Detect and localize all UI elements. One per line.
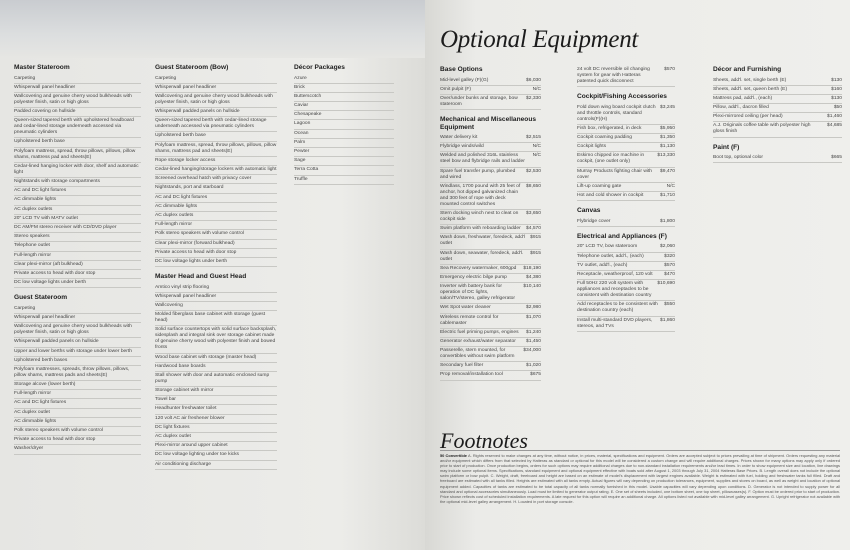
sky-photo-strip (0, 0, 425, 58)
option-name: Murray Products fighting chair with cover (577, 168, 653, 180)
option-price: $1,450 (526, 338, 541, 344)
section-heading: Guest Stateroom (Bow) (155, 64, 229, 71)
list-item: AC dimmable lights (155, 203, 277, 212)
section (440, 66, 541, 110)
list-item: AC and DC light fixtures (14, 187, 141, 196)
list-item: Washer/dryer (14, 445, 141, 454)
list-item: Polyfoam mattresses, spreads, throw pillows, pillows, pillow shams, mattress pads and sheets(E) (14, 366, 141, 381)
list-item: Carpeting (155, 75, 277, 84)
list-item: Upper and lower berths with storage under lower berth (14, 348, 141, 357)
section (14, 294, 141, 454)
option-name: Full 50Hz 220 volt system with appliances and receptacles to be consistent with destination country (577, 281, 652, 299)
option-name: Install multi-standard DVD players, stereos, and TVs (577, 317, 653, 329)
option-row (440, 371, 541, 380)
section (577, 93, 675, 201)
list-item: Wallcovering and genuine cherry wood bulkheads with polyester finish, satin or high gloss (155, 93, 277, 108)
option-row (440, 347, 541, 362)
option-name: Sheets, add'l. set, single berth (E) (713, 77, 787, 83)
list-item: AC dimmable lights (14, 418, 141, 427)
option-name: Prop removal/installation tool (440, 372, 503, 378)
option-name: Swim platform with reboarding ladder (440, 226, 521, 232)
section (577, 207, 675, 227)
option-price: $4,685 (827, 123, 842, 129)
option-row (577, 152, 675, 167)
option-name: Sea Recovery watermaker, 600gpd (440, 265, 517, 271)
option-name: Flybridge winds/wild (440, 144, 484, 150)
option-row (713, 86, 842, 95)
option-price: $6,030 (526, 77, 541, 83)
option-price: $915 (530, 250, 541, 256)
right-column-1 (440, 66, 541, 387)
list-item: DC low voltage lights under berth (155, 258, 277, 267)
section (440, 116, 541, 381)
list-item: Whisperwall panel headliner (14, 84, 141, 93)
list-item: Chesapeake (294, 111, 394, 120)
list-item: AC duplex outlet (14, 409, 141, 418)
section (577, 233, 675, 332)
option-name: 20" LCD TV, bow stateroom (577, 244, 638, 250)
list-item: Lagoon (294, 120, 394, 129)
section (155, 64, 277, 267)
list-item: Cedar-lined hanging/storage lockers with automatic light (155, 166, 277, 175)
option-price: $8,650 (526, 183, 541, 189)
option-name: Over/under bunks and storage, bow stateroom (440, 95, 518, 107)
list-item: Sage (294, 157, 394, 166)
list-item: 20" LCD TV with MATV outlet (14, 215, 141, 224)
option-name: Wash down, seawater, foredeck, add'l. outlet (440, 250, 524, 262)
section-heading: Canvas (577, 207, 601, 215)
option-row (713, 154, 842, 163)
footnotes-divider (440, 450, 840, 451)
list-item: Truffle (294, 176, 394, 185)
option-row (440, 314, 541, 329)
option-row (577, 301, 675, 316)
option-row (440, 274, 541, 283)
option-price: $2,530 (526, 168, 541, 174)
option-row (440, 183, 541, 210)
list-item: Nightstands with storage compartments (14, 178, 141, 187)
option-name: Spare fuel transfer pump, plumbed and wired (440, 168, 516, 180)
option-name: Omit pulpit (F) (440, 86, 471, 92)
page-title: Optional Equipment (440, 26, 639, 53)
option-name: Water delivery kit (440, 135, 478, 141)
list-item: Polyfoam mattress, spread, throw pillows, pillows, pillow shams, mattress pad and sheets(E) (14, 148, 141, 163)
option-name: A.J. Originals coffee table with polyester high gloss finish (713, 123, 811, 135)
option-price: $470 (664, 271, 675, 277)
list-item: Full-length mirror (14, 252, 141, 261)
list-item: Private access to head with door stop (14, 436, 141, 445)
option-price: $1,130 (660, 144, 675, 150)
list-item: Headhunter freshwater toilet (155, 405, 277, 414)
option-name: Plexi-mirrored ceiling (per head) (713, 114, 783, 120)
list-item: AC duplex outlet (155, 433, 277, 442)
option-row (577, 243, 675, 252)
list-item: Upholstered berth base (155, 132, 277, 141)
list-item: Wood base cabinet with storage (master head) (155, 354, 277, 363)
option-name: Lift-up coaming gate (577, 183, 622, 189)
option-row (713, 113, 842, 122)
list-item: Screened overhead hatch with privacy cover (155, 175, 277, 184)
list-item: DC light fixtures (155, 424, 277, 433)
option-name: Telephone outlet, add'l., (each) (577, 253, 644, 259)
section-heading: Master Head and Guest Head (155, 273, 247, 281)
footnotes-text: A. Rights reserved to make changes at any time, without notice, in prices, material, specifications and equipment. Orders are accepted subject to prices prevailing at time of shipment. Orders requesting any material and/or equipment which differs from that selected by Hatteras as standard or optional for this model will be considered a custom change and will require additional charges. Prices shown for many options may apply only if ordered prior to start of production. Once production begins, orders for such options may require additional charges due to non-standard installation requirements and/or lead times. In order to show equipment size and location, line drawings may include some optional items. Specifications, standard equipment and optional equipment effective with boats sold after August 1, 2003 through July 31, 2004 Hatteras Base Prices. B. Length overall does not include the optional swim platform or bow pulpit. C. Weight, draft, freeboard and height are based on an estimate of model's displacement with largest engines available. Weight is estimated with fuel, holding and freshwater tanks full filled. Draft and freeboard are estimated with all tanks filled. Heights are estimated with all tanks empty. Actual figures will vary depending on production tolerances, equipment, supplies and stores on board, as well as weight and location of optional equipment added. Capacities of tanks are estimated to be total capacity of all tanks normally furnished in this model. Usable capacities will vary depending upon conditions. D. Generator is not intended to supply power for all standard and optional accessories simultaneously. Load must be limited to generator output rating. E. One set of sheets included, one bottom sheet, one top sheet, pillowcases(s). F. Option must be ordered prior to start of production. Price shown reflects cost of scheduled installation requirements. A late request for this option will require an additional charge. All options listed not available with mid-level galley arrangement. G. Upright refrigerator not available with the optional mid-level galley arrangement. H. Located in port storage console. (440, 453, 840, 504)
list-item: Molded fiberglass base cabinet with storage (guest head) (155, 311, 277, 326)
option-name: Emergency electric bilge pump (440, 274, 507, 280)
section-heading: Paint (F) (713, 143, 740, 151)
option-row (440, 283, 541, 304)
option-row (577, 134, 675, 143)
option-name: Electric fuel priming pumps, engines (440, 329, 519, 335)
option-name: Pillow, add'l., dacron filled (713, 105, 769, 111)
section (577, 66, 675, 87)
list-item: Terra Cotta (294, 166, 394, 175)
option-price: $10,140 (523, 284, 541, 290)
option-price: $915 (530, 235, 541, 241)
list-item: Plexi-mirror around upper cabinet (155, 442, 277, 451)
option-row (440, 86, 541, 95)
section-heading: Décor Packages (294, 64, 345, 71)
option-name: Passerelle, stern mounted, for convertibles without swim platform (440, 348, 515, 360)
option-price: $3,650 (526, 211, 541, 216)
option-row (440, 265, 541, 274)
footnotes-lead: 50 Convertible (440, 453, 467, 458)
list-item: DC low voltage lighting under toe kicks (155, 451, 277, 460)
option-name: TV outlet, add'l., (each) (577, 262, 628, 268)
list-item: Wallcovering and genuine cherry wood bulkheads with polyester finish, satin or high gloss (14, 323, 141, 338)
option-row (577, 271, 675, 280)
list-item: Ocean (294, 130, 394, 139)
list-item: Queen-sized tapered berth with upholstered headboard and cedar-lined storage underneath accessed via pneumatic cylinders (14, 117, 141, 138)
option-row (440, 338, 541, 347)
option-name: Secondary fuel filter (440, 363, 484, 369)
option-row (440, 134, 541, 143)
option-row (713, 77, 842, 86)
section-heading: Décor and Furnishing (713, 66, 782, 73)
option-price: $130 (831, 95, 842, 101)
option-price: $320 (664, 253, 675, 259)
left-column-2 (155, 64, 277, 476)
option-row (440, 362, 541, 371)
list-item: Clear plexi-mirror (aft bulkhead) (14, 261, 141, 270)
option-row (577, 66, 675, 87)
option-row (440, 234, 541, 249)
list-item: Private access to head with door stop (155, 249, 277, 258)
list-item: Towel bar (155, 396, 277, 405)
section (294, 64, 394, 185)
list-item: Whisperwall padded panels on hullside (155, 108, 277, 117)
list-item: Carpeting (14, 305, 141, 314)
option-price: $550 (664, 302, 675, 308)
left-column-1 (14, 64, 141, 461)
list-item: Polk stereo speakers with volume control (155, 230, 277, 239)
option-price: $665 (831, 155, 842, 161)
option-price: $2,980 (526, 305, 541, 311)
option-name: Stern docking winch next to cleat on cockpit side (440, 211, 519, 222)
option-row (577, 280, 675, 301)
option-price: $675 (530, 372, 541, 378)
option-price: $13,330 (657, 153, 675, 159)
option-price: $570 (664, 262, 675, 268)
option-price: $1,020 (526, 363, 541, 369)
option-row (577, 253, 675, 262)
list-item: Wallcovering (155, 302, 277, 311)
list-item: Full-length mirror (14, 390, 141, 399)
option-price: $4,380 (526, 274, 541, 280)
option-price: $3,245 (660, 104, 675, 110)
option-row (440, 304, 541, 313)
option-price: $5,950 (660, 125, 675, 131)
list-item: Amtico vinyl strip flooring (155, 284, 277, 293)
option-price: $130 (831, 77, 842, 83)
list-item: Pewter (294, 148, 394, 157)
list-item: Private access to head with door stop (14, 270, 141, 279)
option-row (440, 152, 541, 167)
section (713, 66, 842, 138)
option-name: Windlass, 1700 pound with 25 feet of anchor, hot dipped galvanized chain and 300 feet of rope with deck mounted control switches (440, 183, 521, 207)
option-name: Sheets, add'l. set, queen berth (E) (713, 86, 788, 92)
option-price: $160 (831, 86, 842, 92)
option-price: $570 (664, 67, 675, 72)
list-item: AC duplex outlets (14, 206, 141, 215)
left-column-3 (294, 64, 394, 191)
option-name: Cockpit lights (577, 144, 607, 150)
option-name: Fold down wing board cockpit clutch and throttle controls, standard controls(F)(H) (577, 104, 656, 122)
option-row (440, 329, 541, 338)
section-heading: Base Options (440, 66, 483, 73)
option-name: Wireless remote control for cablemaster (440, 314, 499, 326)
section-heading: Mechanical and Miscellaneous Equipment (440, 116, 537, 131)
option-price: $1,350 (660, 135, 675, 141)
option-name: Fish box, refrigerated, in deck (577, 125, 642, 131)
list-item: Wallcovering and genuine cherry wood bulkheads with polyester finish, satin or high gloss (14, 93, 141, 108)
list-item: AC and DC light fixtures (155, 194, 277, 203)
option-name: Wash down, freshwater, foredeck, add'l outlet (440, 235, 526, 247)
option-price: $18,190 (523, 265, 541, 271)
list-item: Azure (294, 75, 394, 84)
option-row (440, 77, 541, 86)
option-name: Wet Spot water cleaner (440, 305, 491, 311)
option-row (713, 104, 842, 113)
option-row (577, 183, 675, 192)
option-row (577, 143, 675, 152)
list-item: Butterscotch (294, 93, 394, 102)
list-item: Solid surface countertops with solid surface backsplash, sidesplash and integral sink over storage cabinet made of genuine cherry wood with polyester finish and bowed fronts (155, 326, 277, 353)
option-row (577, 104, 675, 125)
option-row (440, 210, 541, 225)
option-row (440, 95, 541, 110)
list-item: AC duplex outlets (155, 212, 277, 221)
option-name: Receptacle, weatherproof, 120 volt (577, 271, 653, 277)
footnotes-body (440, 453, 840, 525)
option-name: Add receptacles to be consistent with destination country (each) (577, 302, 658, 314)
list-item: Whisperwall panel headliner (14, 314, 141, 323)
option-row (713, 122, 842, 137)
option-name: Inverter with battery bank for operation of DC lights, salon/TV/stereo, galley refrigerator (440, 284, 516, 302)
option-name: Flybridge cover (577, 218, 611, 224)
list-item: Upholstered berth base (14, 138, 141, 147)
list-item: Caviar (294, 102, 394, 111)
option-name: 24 volt DC reversible oil changing system for gear with Hatteras patented quick disconnect (577, 67, 650, 84)
option-price: $9,470 (660, 168, 675, 174)
option-price: $4,570 (526, 226, 541, 232)
list-item: Queen-sized tapered berth with cedar-lined storage underneath accessed via pneumatic cylinders (155, 117, 277, 132)
list-item: Nightstands, port and starboard (155, 184, 277, 193)
option-name: Hot and cold shower in cockpit (577, 193, 644, 198)
section-heading: Electrical and Appliances (F) (577, 232, 667, 240)
list-item: Storage alcove (lower berth) (14, 381, 141, 390)
list-item: AC and DC light fixtures (14, 399, 141, 408)
option-row (440, 250, 541, 265)
option-row (577, 218, 675, 227)
option-name: Welded and polished 316L stainless steel bow and flybridge rails and ladder (440, 153, 525, 165)
list-item: 120 volt AC air freshener blower (155, 415, 277, 424)
list-item: Palm (294, 139, 394, 148)
option-name: Cockpit coaming padding (577, 135, 632, 141)
option-row (713, 95, 842, 104)
option-price: $2,330 (526, 95, 541, 101)
option-row (577, 125, 675, 134)
option-price: $1,240 (526, 329, 541, 335)
section (155, 273, 277, 470)
option-price: $34,000 (523, 348, 541, 354)
option-row (577, 317, 675, 332)
list-item: Air conditioning discharge (155, 461, 277, 470)
list-item: Whisperwall panel headliner (155, 293, 277, 302)
list-item: Stall shower with door and automatic enclosed sump pump (155, 372, 277, 387)
option-price: $2,060 (660, 244, 675, 250)
option-price: $1,800 (660, 218, 675, 224)
list-item: Clear plexi-mirror (forward bulkhead) (155, 240, 277, 249)
section (713, 144, 842, 164)
option-price: N/C (532, 153, 541, 159)
option-name: Mid-level galley (F)(G) (440, 77, 489, 83)
list-item: AC dimmable lights (14, 196, 141, 205)
option-price: $50 (833, 105, 842, 111)
section-heading: Guest Stateroom (14, 294, 68, 302)
right-column-3 (713, 66, 842, 169)
option-price: $2,515 (526, 135, 541, 141)
section-heading: Master Stateroom (14, 64, 70, 71)
option-price: $1,860 (660, 317, 675, 323)
option-row (440, 225, 541, 234)
option-row (577, 192, 675, 201)
right-column-2 (577, 66, 675, 338)
option-price: N/C (532, 144, 541, 150)
list-item: Rope storage locker access (155, 157, 277, 166)
list-item: Cedar-lined hanging locker with door, shelf and automatic light (14, 163, 141, 178)
list-item: Telephone outlet (14, 242, 141, 251)
section-heading: Cockpit/Fishing Accessories (577, 93, 667, 101)
option-price: N/C (532, 86, 541, 92)
list-item: Whisperwall panel headliner (155, 84, 277, 93)
list-item: DC AM/FM stereo receiver with CD/DVD player (14, 224, 141, 233)
option-name: Eskimo chipped ice machine in cockpit, (one outlet only) (577, 153, 645, 165)
list-item: Padded covering on hullside (14, 108, 141, 117)
option-price: $10,690 (657, 281, 675, 287)
option-name: Generator exhaust/water separator (440, 338, 516, 344)
list-item: Polk stereo speakers with volume control (14, 427, 141, 436)
option-row (440, 143, 541, 152)
section (14, 64, 141, 288)
option-price: $1,070 (526, 314, 541, 320)
list-item: Stereo speakers (14, 233, 141, 242)
list-item: Polyfoam mattress, spread, throw pillows, pillows, pillow shams, mattress pad and sheets(E) (155, 142, 277, 157)
option-row (440, 168, 541, 183)
option-name: Mattress pad, add'l., (each) (713, 95, 773, 101)
option-row (577, 168, 675, 183)
list-item: Storage cabinet with mirror (155, 387, 277, 396)
option-price: N/C (666, 183, 675, 189)
list-item: DC low voltage lights under berth (14, 279, 141, 288)
option-price: $1,710 (660, 193, 675, 198)
list-item: Carpeting (14, 75, 141, 84)
list-item: Hardwood base boards (155, 363, 277, 372)
option-name: Boot top, optional color (713, 155, 764, 161)
list-item: Whisperwall padded panels on hullside (14, 338, 141, 347)
list-item: Full-length mirror (155, 221, 277, 230)
option-row (577, 262, 675, 271)
list-item: Upholstered berth bases (14, 357, 141, 366)
option-price: $1,460 (827, 114, 842, 120)
footnotes-title: Footnotes (440, 428, 528, 453)
list-item: Brick (294, 84, 394, 93)
